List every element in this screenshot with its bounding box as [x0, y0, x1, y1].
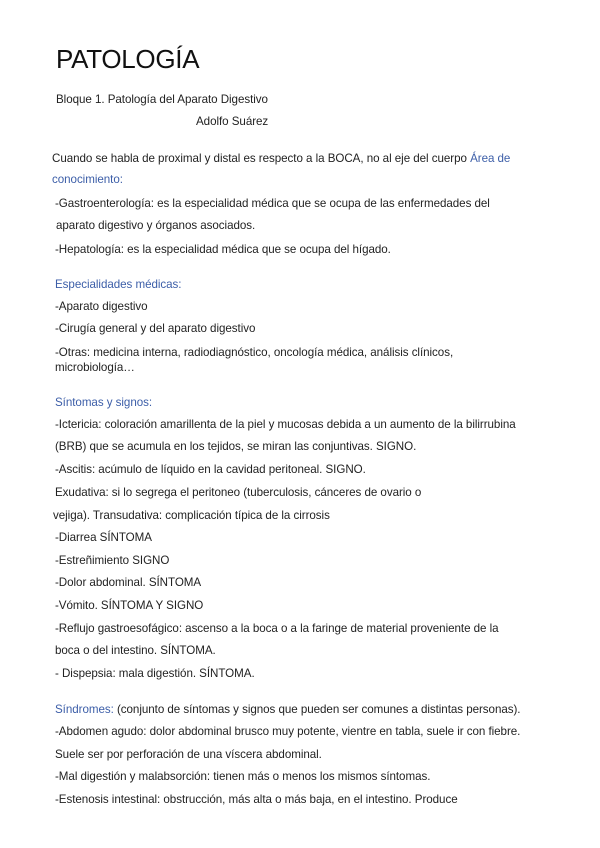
- abdomen-line-2: Suele ser por perforación de una víscera abdominal.: [55, 748, 322, 761]
- especialidad-item-3-line-1: -Otras: medicina interna, radiodiagnóstico, oncología médica, análisis clínicos,: [55, 346, 454, 359]
- gastro-line-2: aparato digestivo y órganos asociados.: [56, 219, 256, 232]
- ictericia-line-2: (BRB) que se acumula en los tejidos, se miran las conjuntivas. SIGNO.: [55, 440, 417, 453]
- author: Adolfo Suárez: [196, 115, 269, 128]
- especialidades-heading: Especialidades médicas:: [55, 278, 182, 291]
- subtitle: Bloque 1. Patología del Aparato Digestivo: [56, 93, 268, 106]
- ascitis-line: -Ascitis: acúmulo de líquido en la cavidad peritoneal. SIGNO.: [55, 463, 366, 476]
- hepato-line: -Hepatología: es la especialidad médica que se ocupa del hígado.: [55, 243, 391, 256]
- reflujo-line-2: boca o del intestino. SÍNTOMA.: [55, 644, 216, 657]
- malabsorcion-line: -Mal digestión y malabsorción: tienen más o menos los mismos síntomas.: [55, 770, 431, 783]
- area-heading-part1: Área de: [470, 152, 511, 165]
- vejiga-line: vejiga). Transudativa: complicación típica de la cirrosis: [53, 509, 330, 522]
- diarrea-line: -Diarrea SÍNTOMA: [55, 531, 152, 544]
- dolor-line: -Dolor abdominal. SÍNTOMA: [55, 576, 202, 589]
- exudativa-line: Exudativa: si lo segrega el peritoneo (tuberculosis, cánceres de ovario o: [55, 486, 422, 499]
- gastro-line-1: -Gastroenterología: es la especialidad médica que se ocupa de las enfermedades del: [55, 197, 490, 210]
- estenosis-line: -Estenosis intestinal: obstrucción, más alta o más baja, en el intestino. Produce: [55, 793, 458, 806]
- sintomas-heading: Síntomas y signos:: [55, 396, 153, 409]
- estrenimiento-line: -Estreñimiento SIGNO: [55, 554, 170, 567]
- sindromes-heading: Síndromes:: [55, 703, 114, 716]
- ictericia-line-1: -Ictericia: coloración amarillenta de la piel y mucosas debida a un aumento de la bilirrubina: [55, 418, 516, 431]
- especialidad-item-1: -Aparato digestivo: [55, 300, 148, 313]
- especialidad-item-2: -Cirugía general y del aparato digestivo: [55, 322, 256, 335]
- reflujo-line-1: -Reflujo gastroesofágico: ascenso a la boca o a la faringe de material proveniente de la: [55, 622, 499, 635]
- intro-line: [52, 152, 510, 166]
- abdomen-line-1: -Abdomen agudo: dolor abdominal brusco muy potente, vientre en tabla, suele ir con fiebre.: [55, 725, 521, 738]
- sindromes-line: [55, 703, 520, 717]
- intro-text: Cuando se habla de proximal y distal es respecto a la BOCA, no al eje del cuerpo: [52, 152, 467, 165]
- vomito-line: -Vómito. SÍNTOMA Y SIGNO: [55, 599, 204, 612]
- area-heading-part2: conocimiento:: [52, 173, 123, 186]
- sindromes-definition: (conjunto de síntomas y signos que pueden ser comunes a distintas personas).: [113, 703, 521, 716]
- dispepsia-line: - Dispepsia: mala digestión. SÍNTOMA.: [55, 667, 255, 680]
- page-title: PATOLOGÍA: [56, 44, 200, 74]
- especialidad-item-3-line-2: microbiología…: [55, 361, 135, 374]
